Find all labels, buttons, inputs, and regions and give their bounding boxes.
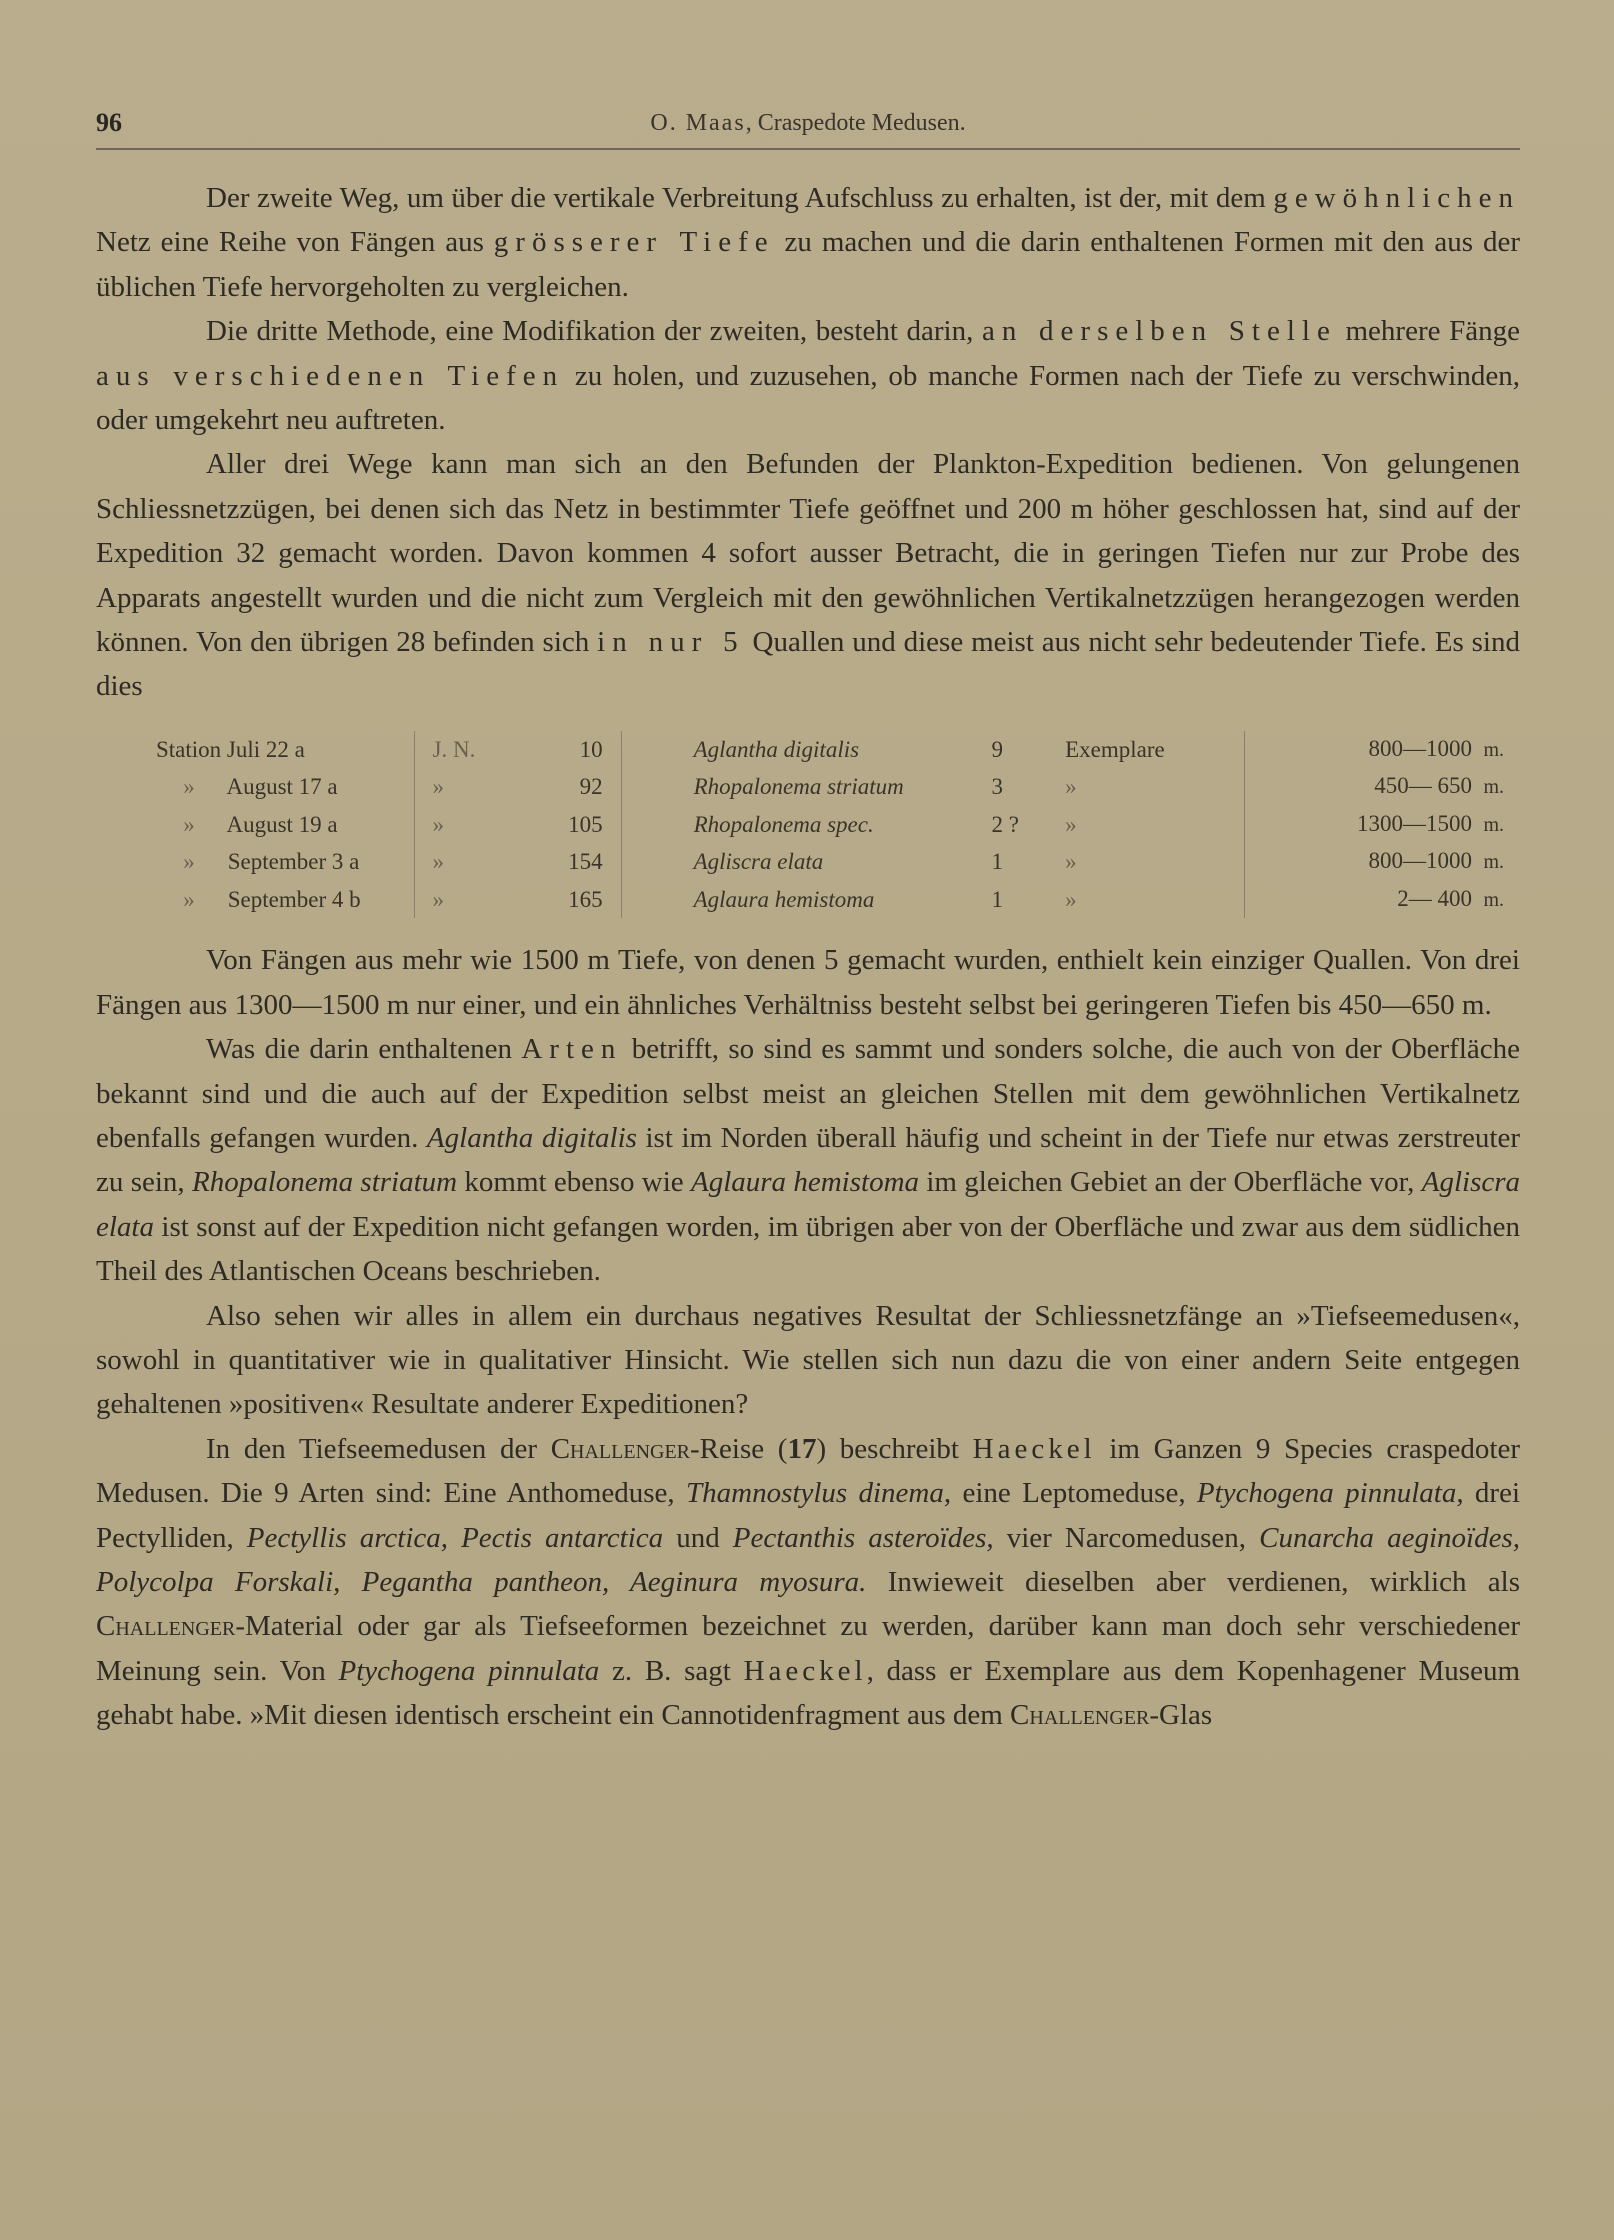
paragraph-1 [96, 176, 1520, 309]
species-name: Aglaura hemistoma [690, 1166, 920, 1199]
jn-number: 154 [568, 849, 603, 875]
text-run: Netz eine Reihe von Fängen aus [96, 226, 494, 259]
station-label: Station [156, 736, 222, 762]
station-date: August 17 a [226, 774, 338, 800]
paragraph-4: Von Fängen aus mehr wie 1500 m Tiefe, von denen 5 gemacht wurden, enthielt kein einziger Quallen. Von drei Fängen aus 1300—1500 m nur einer, und ein ähnliches Verhältniss besteht selbst bei geringeren Tiefen bis 450—650 m. [96, 944, 1520, 1021]
jn-cell [414, 843, 621, 881]
author-mention: Haeckel [972, 1432, 1096, 1465]
text-run: ist im Norden überall häufig und scheint in der Tiefe nur etwas zerstreuter zu sein, [96, 1122, 1520, 1199]
jn-cell [414, 806, 621, 844]
depth-range: 800—1000 [1368, 848, 1472, 874]
text-run: und [663, 1521, 733, 1554]
species-name: Pectanthis asteroïdes, [732, 1521, 994, 1554]
depth-cell [1244, 843, 1516, 881]
text-run: z. B. sagt [599, 1654, 744, 1687]
text-run-spaced: an derselben Stelle [982, 315, 1337, 348]
depth-range: 450— 650 [1374, 773, 1472, 799]
reference-number: 17 [787, 1432, 817, 1465]
species-cell: Aglaura hemistoma [693, 886, 875, 912]
body-text [96, 176, 1520, 1738]
depth-unit: m. [1483, 888, 1504, 911]
table-row [156, 731, 1516, 769]
depth-cell [1244, 731, 1516, 769]
station-table [156, 731, 1516, 919]
depth-cell [1244, 806, 1516, 844]
text-run: zu holen, und zuzusehen, ob manche Formen nach der Tiefe zu verschwinden, oder umgekehrt neu auftreten. [96, 359, 1520, 437]
count-cell: 1 [991, 886, 1004, 912]
paragraph-5 [96, 1027, 1520, 1293]
count-cell: 9 [991, 736, 1004, 762]
unit-cell: » [1065, 811, 1077, 837]
jn-label: » [432, 849, 445, 875]
station-label: » [183, 886, 195, 912]
station-date: September 3 a [227, 849, 360, 875]
text-run: -Reise ( [690, 1432, 788, 1465]
paragraph-6: Also sehen wir alles in allem ein durchaus negatives Resultat der Schliessnetzfänge an »Tiefseemedusen«, sowohl in quantitativer wie in qualitativer Hinsicht. Wie stellen sich nun dazu die von einer andern Seite entgegen gehaltenen »positiven« Resultate anderer Expeditionen? [96, 1299, 1520, 1421]
paragraph-3 [96, 442, 1520, 708]
depth-range: 1300—1500 [1356, 810, 1472, 836]
depth-cell [1244, 768, 1516, 806]
count-cell: 1 [991, 849, 1004, 875]
work-title: , Craspedote Medusen. [745, 110, 966, 136]
count-cell: 3 [991, 774, 1004, 800]
text-run-spaced: grösserer Tiefe [493, 226, 775, 259]
paragraph-7 [96, 1427, 1520, 1738]
species-cell: Agliscra elata [693, 849, 824, 875]
station-date: Juli 22 a [226, 736, 305, 762]
text-run: im gleichen Gebiet an der Oberfläche vor, [919, 1166, 1422, 1199]
species-name: Rhopalonema striatum [192, 1166, 458, 1199]
depth-cell [1244, 881, 1516, 919]
author-mention: Haeckel [743, 1654, 867, 1687]
species-name: Ptychogena pinnulata, [1196, 1477, 1464, 1510]
unit-cell: » [1065, 849, 1077, 875]
expedition-name: Challenger [550, 1432, 691, 1465]
text-run: mehrere Fänge [1336, 315, 1520, 348]
text-run: -Material oder gar als Tiefseeformen bezeichnet zu werden, darüber kann man doch sehr verschiedener Meinung sein. Von [96, 1610, 1520, 1687]
text-run: , dass er Exemplare aus dem Kopenhagener Museum gehabt habe. »Mit diesen identisch erscheint ein Cannotidenfragment aus dem [96, 1654, 1521, 1732]
text-run: Inwieweit dieselben aber verdienen, wirklich als [866, 1566, 1520, 1599]
text-run: Quallen und diese meist aus nicht sehr bedeutender Tiefe. Es sind dies [96, 626, 1520, 703]
unit-cell: Exemplare [1065, 736, 1165, 762]
depth-unit: m. [1483, 851, 1504, 874]
table-row [156, 881, 1516, 919]
text-run: drei Pectylliden, [96, 1477, 1521, 1554]
jn-label: » [432, 886, 445, 912]
running-header [96, 108, 1520, 150]
station-cell [156, 731, 414, 769]
station-cell [156, 768, 414, 806]
expedition-name: Challenger [96, 1610, 236, 1643]
text-run: Die dritte Methode, eine Modifikation der zweiten, besteht darin, [206, 315, 983, 348]
species-name: Pectyllis arctica, Pectis antarctica [246, 1521, 664, 1554]
station-label: » [183, 811, 195, 837]
text-run: Was die darin enthaltenen [206, 1033, 522, 1066]
text-run: betrifft, so sind es sammt und sonders solche, die auch von der Oberfläche bekannt sind und die auch auf der Expedition selbst meist an gleichen Stellen mit dem gewöhnlichen Vertikalnetz ebenfalls gefangen wurden. [96, 1033, 1520, 1154]
station-label: » [183, 849, 195, 875]
depth-unit: m. [1483, 776, 1504, 799]
jn-number: 165 [568, 886, 603, 912]
station-date: August 19 a [226, 811, 338, 837]
jn-number: 105 [568, 811, 603, 837]
unit-cell: » [1065, 774, 1077, 800]
text-run: zu machen und die darin enthaltenen Formen mit den aus der üblichen Tiefe hervorgeholten zu vergleichen. [96, 226, 1520, 303]
station-cell [156, 843, 414, 881]
station-label: » [183, 774, 195, 800]
table-row [156, 806, 1516, 844]
table-row [156, 768, 1516, 806]
text-run-spaced: in nur 5 [597, 626, 745, 659]
text-run: Aller drei Wege kann man sich an den Befunden der Plankton-Expedition bedienen. Von gelungenen Schliessnetzzügen, bei denen sich das Netz in bestimmter Tiefe geöffnet und 200 m höher geschlossen hat, sind auf der Expedition 32 gemacht worden. Davon kommen 4 sofort ausser Betracht, die in geringen Tiefen nur zur Probe des Apparats angestellt wurden und die nicht zum Vergleich mit den gewöhnlichen Vertikalnetzzügen herangezogen werden können. Von den übrigen 28 befinden sich [96, 448, 1520, 659]
species-cell: Rhopalonema spec. [693, 811, 874, 837]
species-name: Thamnostylus dinema, [686, 1477, 952, 1510]
species-name: Ptychogena pinnulata [338, 1654, 600, 1687]
unit-cell: » [1065, 886, 1077, 912]
text-run: ist sonst auf der Expedition nicht gefangen worden, im übrigen aber von der Oberfläche und zwar aus dem südlichen Theil des Atlantischen Oceans beschrieben. [96, 1210, 1520, 1288]
depth-unit: m. [1483, 738, 1504, 761]
running-title [96, 110, 1520, 137]
text-run-spaced: aus verschiedenen Tiefen [96, 359, 565, 392]
text-run: im Ganzen 9 Species craspedoter Medusen. Die 9 Arten sind: Eine Anthomeduse, [96, 1432, 1520, 1510]
text-run-spaced: Arten [521, 1033, 623, 1066]
jn-cell [414, 731, 621, 769]
depth-unit: m. [1483, 813, 1504, 836]
page-number: 96 [96, 108, 122, 137]
count-cell: 2 ? [991, 811, 1019, 837]
depth-range: 2— 400 [1397, 885, 1472, 911]
jn-label: J. N. [432, 736, 476, 762]
station-cell [156, 806, 414, 844]
species-name: Aglantha digitalis [426, 1122, 637, 1154]
text-run: Der zweite Weg, um über die vertikale Verbreitung Aufschluss zu erhalten, ist der, mit dem [206, 182, 1274, 214]
paragraph-2 [96, 309, 1520, 442]
species-name: Cunarcha aeginoïdes, Polycolpa Forskali, Pegantha pantheon, Aeginura myosura. [96, 1521, 1521, 1599]
jn-label: » [432, 774, 445, 800]
station-date: September 4 b [227, 886, 361, 912]
jn-label: » [432, 811, 445, 837]
species-cell: Rhopalonema striatum [693, 774, 904, 800]
table-row [156, 843, 1516, 881]
jn-number: 10 [579, 736, 603, 762]
species-name: Agliscra elata [96, 1166, 1521, 1243]
jn-number: 92 [579, 774, 603, 800]
jn-cell [414, 768, 621, 806]
text-run: kommt ebenso wie [457, 1166, 691, 1199]
text-run: -Glas [1149, 1699, 1213, 1732]
text-run: In den Tiefseemedusen der [206, 1432, 551, 1465]
text-run: ) beschreibt [816, 1432, 973, 1465]
text-run: eine Leptomeduse, [951, 1477, 1197, 1510]
text-run-spaced: gewöhnlichen [1273, 182, 1520, 214]
jn-cell [414, 881, 621, 919]
station-cell [156, 881, 414, 919]
text-run: vier Narcomedusen, [993, 1521, 1260, 1554]
expedition-name: Challenger [1010, 1699, 1150, 1732]
depth-range: 800—1000 [1368, 735, 1472, 761]
species-cell: Aglantha digitalis [693, 736, 860, 762]
author-name: O. Maas [650, 110, 746, 136]
